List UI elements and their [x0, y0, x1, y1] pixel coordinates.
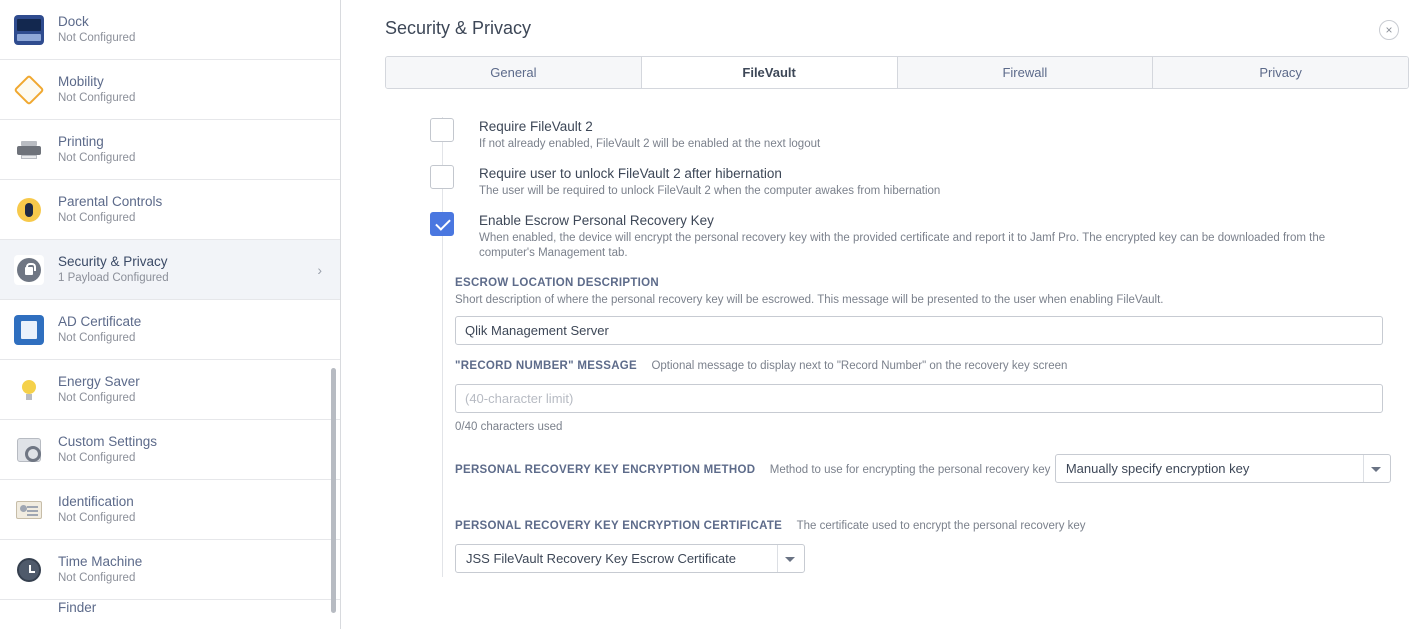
sidebar-item-status: Not Configured	[58, 451, 136, 464]
sidebar-item-status: 1 Payload Configured	[58, 271, 169, 284]
mobility-icon	[14, 75, 44, 105]
sidebar-item-label: Energy Saver	[58, 373, 140, 389]
unlock-after-hibernation-description: The user will be required to unlock FileVault 2 when the computer awakes from hibernation	[479, 185, 941, 197]
sidebar-item-status: Not Configured	[58, 391, 136, 404]
escrow-location-sub: Short description of where the personal recovery key will be escrowed. This message will be presented to the user when enabling FileVault.	[455, 294, 1164, 306]
require-filevault-label: Require FileVault 2	[479, 119, 593, 134]
unlock-after-hibernation-row	[430, 165, 940, 199]
tab-general[interactable]: General	[386, 57, 642, 88]
encryption-method-value: Manually specify encryption key	[1065, 461, 1250, 476]
encryption-certificate-value: JSS FileVault Recovery Key Escrow Certificate	[466, 551, 736, 566]
sidebar-item-ad-certificate[interactable]	[0, 300, 340, 360]
dock-icon	[14, 15, 44, 45]
tab-firewall[interactable]: Firewall	[898, 57, 1154, 88]
sidebar-scrollbar-thumb[interactable]	[331, 368, 336, 613]
record-number-field	[455, 356, 1421, 433]
sidebar-item-status: Not Configured	[58, 31, 136, 44]
sidebar-item-label: Mobility	[58, 73, 104, 89]
payload-sidebar[interactable]	[0, 0, 341, 629]
sidebar-item-status: Not Configured	[58, 571, 136, 584]
id-card-icon	[14, 495, 44, 525]
sidebar-item-status: Not Configured	[58, 331, 136, 344]
sidebar-item-mobility[interactable]	[0, 60, 340, 120]
encryption-certificate-field	[455, 516, 1421, 573]
sidebar-item-custom-settings[interactable]	[0, 420, 340, 480]
require-filevault-row	[430, 118, 820, 152]
encryption-method-hint: Method to use for encrypting the personal recovery key	[769, 464, 1051, 476]
record-number-input[interactable]	[455, 384, 1383, 413]
encryption-certificate-hint: The certificate used to encrypt the personal recovery key	[796, 520, 1086, 532]
require-filevault-checkbox[interactable]	[430, 118, 454, 142]
sidebar-item-label: AD Certificate	[58, 313, 142, 329]
chevron-down-icon	[1371, 467, 1381, 472]
enable-escrow-description: When enabled, the device will encrypt the personal recovery key with the provided certificate and report it to Jamf Pro. The encrypted key can be downloaded from the computer's Management tab.	[479, 232, 1326, 259]
escrow-location-input[interactable]	[455, 316, 1383, 345]
record-number-label: "RECORD NUMBER" MESSAGE	[455, 360, 638, 372]
finder-icon	[14, 601, 44, 615]
page-title: Security & Privacy	[385, 18, 532, 38]
sidebar-item-label: Custom Settings	[58, 433, 158, 449]
enable-escrow-label: Enable Escrow Personal Recovery Key	[479, 213, 714, 228]
sidebar-item-time-machine[interactable]	[0, 540, 340, 600]
lightbulb-icon	[14, 375, 44, 405]
sidebar-item-security-privacy[interactable]	[0, 240, 340, 300]
printer-icon	[14, 135, 44, 165]
sidebar-item-dock[interactable]	[0, 0, 340, 60]
sidebar-item-status: Not Configured	[58, 91, 136, 104]
sidebar-scrollbar[interactable]	[331, 0, 338, 629]
sidebar-item-parental-controls[interactable]	[0, 180, 340, 240]
unlock-after-hibernation-label: Require user to unlock FileVault 2 after hibernation	[479, 166, 782, 181]
sidebar-item-identification[interactable]	[0, 480, 340, 540]
sidebar-item-label: Finder	[58, 600, 97, 615]
sidebar-item-label: Security & Privacy	[58, 253, 168, 269]
gear-icon	[14, 435, 44, 465]
close-icon[interactable]: ×	[1379, 20, 1399, 40]
filevault-settings	[385, 105, 1421, 629]
lock-icon	[14, 255, 44, 285]
encryption-method-label: PERSONAL RECOVERY KEY ENCRYPTION METHOD	[455, 464, 756, 476]
unlock-after-hibernation-checkbox[interactable]	[430, 165, 454, 189]
enable-escrow-checkbox[interactable]	[430, 212, 454, 236]
record-number-hint: Optional message to display next to "Record Number" on the recovery key screen	[651, 360, 1068, 372]
clock-icon	[14, 555, 44, 585]
chevron-right-icon: ›	[317, 261, 322, 278]
require-filevault-description: If not already enabled, FileVault 2 will be enabled at the next logout	[479, 138, 821, 150]
sidebar-item-printing[interactable]	[0, 120, 340, 180]
encryption-method-field	[455, 444, 1391, 483]
tab-privacy[interactable]: Privacy	[1153, 57, 1408, 88]
parental-controls-icon	[14, 195, 44, 225]
enable-escrow-row	[430, 212, 1369, 261]
sidebar-item-status: Not Configured	[58, 151, 136, 164]
sidebar-item-label: Printing	[58, 133, 104, 149]
encryption-method-select[interactable]	[1055, 454, 1391, 483]
sidebar-item-status: Not Configured	[58, 511, 136, 524]
record-number-counter: 0/40 characters used	[455, 421, 563, 433]
escrow-location-label: ESCROW LOCATION DESCRIPTION	[455, 277, 660, 289]
sidebar-item-energy-saver[interactable]	[0, 360, 340, 420]
certificate-icon	[14, 315, 44, 345]
encryption-certificate-select[interactable]	[455, 544, 805, 573]
sidebar-item-label: Time Machine	[58, 553, 143, 569]
sidebar-item-label: Parental Controls	[58, 193, 163, 209]
sidebar-item-finder[interactable]	[0, 600, 340, 616]
chevron-down-icon	[785, 557, 795, 562]
escrow-location-field	[455, 273, 1383, 345]
encryption-certificate-label: PERSONAL RECOVERY KEY ENCRYPTION CERTIFICATE	[455, 520, 783, 532]
sidebar-item-label: Dock	[58, 13, 89, 29]
payload-tabs[interactable]	[385, 56, 1409, 89]
payload-detail-panel	[341, 0, 1421, 629]
sidebar-item-status: Not Configured	[58, 211, 136, 224]
tab-filevault[interactable]: FileVault	[642, 57, 898, 88]
sidebar-item-label: Identification	[58, 493, 134, 509]
